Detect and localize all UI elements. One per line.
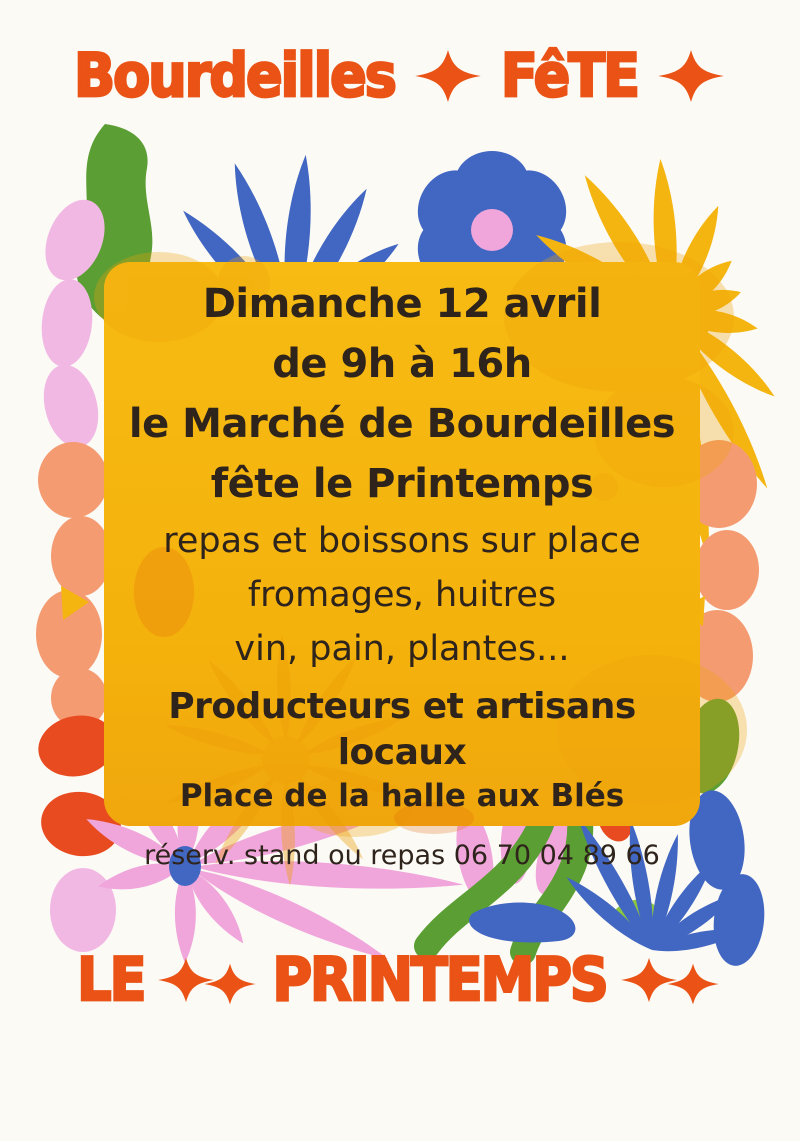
card-contact-line: réserv. stand ou repas 06 70 04 89 66 <box>144 840 660 871</box>
sparkle-icon <box>665 963 720 1005</box>
header-word-fete: FêTE <box>500 40 638 111</box>
card-title-line-1: Dimanche 12 avril <box>202 281 602 327</box>
left-salmon-flower <box>36 442 111 728</box>
card-location-line: Place de la halle aux Blés <box>179 778 625 814</box>
card-title-line-2: de 9h à 16h <box>272 341 532 387</box>
sparkle-pair <box>156 957 260 1003</box>
sparkle-icon <box>203 963 258 1005</box>
event-card <box>104 262 700 871</box>
card-title-line-3: le Marché de Bourdeilles <box>128 401 676 447</box>
footer-word-le: LE <box>77 944 145 1015</box>
footer-word-printemps: PRINTEMPS <box>272 944 607 1015</box>
sparkle-icon <box>656 49 726 103</box>
left-bottom-pink-petal <box>50 868 116 952</box>
card-highlight-line: Producteurs et artisans locaux <box>168 686 636 773</box>
sparkle-icon <box>413 49 483 103</box>
card-detail-line-2: fromages, huitres <box>247 575 557 615</box>
header-word-bourdeilles: Bourdeilles <box>74 40 395 111</box>
card-detail-line-3: vin, pain, plantes... <box>234 629 570 669</box>
sparkle-pair <box>619 957 723 1003</box>
poster-header <box>0 40 800 111</box>
card-detail-line-1: repas et boissons sur place <box>163 521 641 561</box>
poster-footer <box>0 944 800 1015</box>
event-card-text <box>104 262 700 871</box>
card-title-line-4: fête le Printemps <box>210 461 594 507</box>
